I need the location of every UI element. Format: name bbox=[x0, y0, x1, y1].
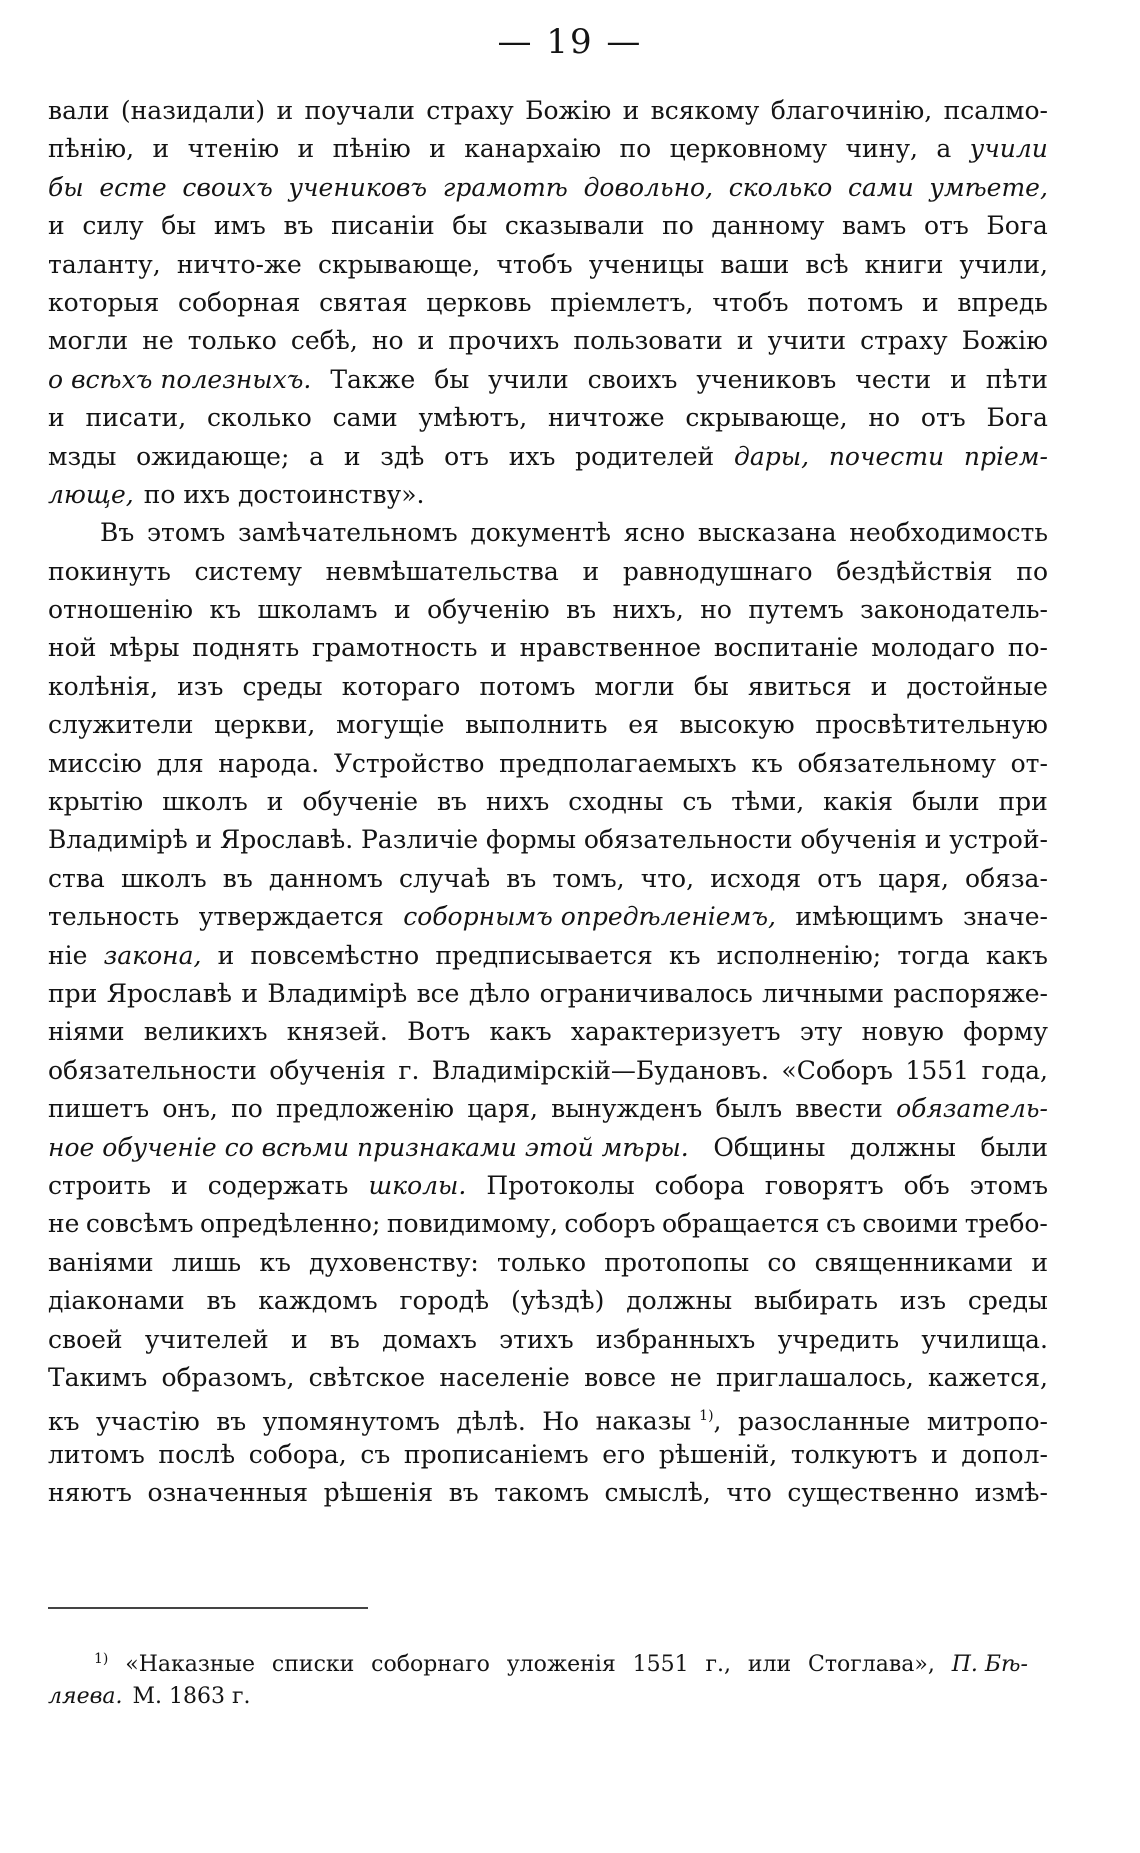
footnote-line: ляева. М. 1863 г. bbox=[48, 1684, 251, 1709]
text-line: ное обученіе со всѣми признаками этой мѣры. Общины должны были bbox=[48, 1132, 1048, 1162]
text-line: люще, по ихъ достоинству». bbox=[48, 479, 425, 509]
text-line: Такимъ образомъ, свѣтское населеніе вовсе не приглашалось, кажется, bbox=[48, 1362, 1048, 1392]
text-line: мзды ожидающе; а и здѣ отъ ихъ родителей дары, почести пріем- bbox=[48, 441, 1048, 471]
text-line: Въ этомъ замѣчательномъ документѣ ясно высказана необходимость bbox=[100, 518, 1048, 548]
text-line: служители церкви, могущіе выполнить ея высокую просвѣтительную bbox=[48, 710, 1048, 740]
text-line: покинуть систему невмѣшательства и равнодушнаго бездѣйствія по bbox=[48, 556, 1048, 586]
text-line: о всѣхъ полезныхъ. Также бы учили своихъ учениковъ чести и пѣти bbox=[48, 364, 1048, 394]
text-line: литомъ послѣ собора, съ прописаніемъ его рѣшеній, толкуютъ и допол- bbox=[48, 1439, 1048, 1469]
text-line: и силу бы имъ въ писаніи бы сказывали по данному вамъ отъ Бога bbox=[48, 211, 1048, 241]
text-line: ной мѣры поднять грамотность и нравственное воспитаніе молодаго по- bbox=[48, 633, 1048, 663]
text-line: ства школъ въ данномъ случаѣ въ томъ, что, исходя отъ царя, обяза- bbox=[48, 863, 1048, 893]
page-number: — 19 — bbox=[497, 22, 643, 62]
footnote-line: $^{1)}$ «Наказные списки соборнаго уложенія 1551 г., или Стоглава», П. Бѣ- bbox=[94, 1651, 1028, 1678]
text-line: миссію для народа. Устройство предполагаемыхъ къ обязательному от- bbox=[48, 748, 1048, 778]
text-line: обязательности обученія г. Владимірскій—Будановъ. «Соборъ 1551 года, bbox=[48, 1055, 1048, 1085]
footnote-mark: 1) bbox=[94, 1651, 109, 1667]
footnote-divider bbox=[48, 1607, 368, 1609]
text-line: Владимірѣ и Ярославѣ. Различіе формы обязательности обученія и устрой- bbox=[48, 825, 1048, 855]
text-line: бы есте своихъ учениковъ грамотѣ довольно, сколько сами умѣете, bbox=[48, 172, 1048, 202]
text-line: своей учителей и въ домахъ этихъ избранныхъ учредить училища. bbox=[48, 1324, 1048, 1354]
body-text bbox=[48, 92, 1048, 1512]
text-line: могли не только себѣ, но и прочихъ пользовати и учити страху Божію bbox=[48, 326, 1048, 356]
text-line: отношенію къ школамъ и обученію въ нихъ, но путемъ законодатель- bbox=[48, 595, 1048, 625]
text-line: и писати, сколько сами умѣютъ, ничтоже скрывающе, но отъ Бога bbox=[48, 403, 1048, 433]
footnote bbox=[48, 1640, 1028, 1716]
text-line: которыя соборная святая церковь пріемлетъ, чтобъ потомъ и впредь bbox=[48, 287, 1048, 317]
footnote-ref[interactable]: 1) bbox=[699, 1408, 714, 1425]
text-line: таланту, ничто-же скрывающе, чтобъ ученицы ваши всѣ книги учили, bbox=[48, 249, 1048, 279]
text-line: къ участію въ упомянутомъ дѣлѣ. Но наказы $^{1)}$, разосланные митропо- bbox=[48, 1406, 1048, 1436]
text-line: пишетъ онъ, по предложенію царя, вынужденъ былъ ввести обязатель- bbox=[48, 1094, 1048, 1124]
text-line: колѣнія, изъ среды котораго потомъ могли бы явиться и достойные bbox=[48, 671, 1048, 701]
text-line: крытію школъ и обученіе въ нихъ сходны съ тѣми, какія были при bbox=[48, 787, 1048, 817]
text-line: тельность утверждается соборнымъ опредѣленіемъ, имѣющимъ значе- bbox=[48, 902, 1048, 932]
text-line: діаконами въ каждомъ городѣ (уѣздѣ) должны выбирать изъ среды bbox=[48, 1286, 1048, 1316]
text-line: ніе закона, и повсемѣстно предписывается къ исполненію; тогда какъ bbox=[48, 940, 1048, 970]
text-line: при Ярославѣ и Владимірѣ все дѣло ограничивалось личными распоряже- bbox=[48, 978, 1048, 1008]
text-line: ніями великихъ князей. Вотъ какъ характеризуетъ эту новую форму bbox=[48, 1017, 1048, 1047]
text-line: пѣнію, и чтенію и пѣнію и канархаію по церковному чину, а учили bbox=[48, 134, 1048, 164]
text-line: не совсѣмъ опредѣленно; повидимому, соборъ обращается съ своими требо- bbox=[48, 1209, 1048, 1239]
text-line: вали (назидали) и поучали страху Божію и всякому благочинію, псалмо- bbox=[48, 96, 1048, 125]
text-line: строить и содержать школы. Протоколы собора говорятъ объ этомъ bbox=[48, 1170, 1048, 1200]
text-line: ваніями лишь къ духовенству: только протопопы со священниками и bbox=[48, 1247, 1048, 1277]
text-line: няютъ означенныя рѣшенія въ такомъ смыслѣ, что существенно измѣ- bbox=[48, 1478, 1048, 1508]
